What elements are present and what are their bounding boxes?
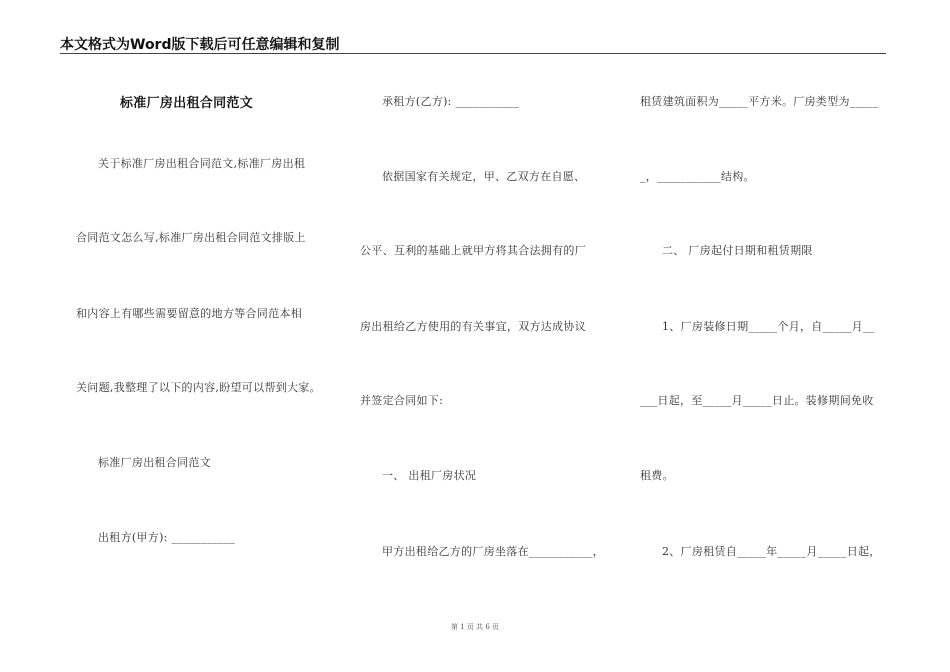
paragraph-line: 2、厂房租赁自_____年_____月_____日起，	[662, 545, 881, 558]
paragraph-line: 租赁建筑面积为_____平方米。厂房类型为_____	[640, 95, 879, 108]
paragraph-line: 合同范文怎么写,标准厂房出租合同范文排版上	[76, 231, 306, 244]
paragraph-line: 关问题,我整理了以下的内容,盼望可以帮到大家。	[76, 381, 321, 394]
paragraph-line: 标准厂房出租合同范文	[98, 456, 211, 469]
paragraph-line: 关于标准厂房出租合同范文,标准厂房出租	[98, 157, 306, 170]
paragraph-line: 依据国家有关规定，甲、乙双方在自愿、	[382, 170, 586, 183]
section-heading: 二、 厂房起付日期和租赁期限	[662, 244, 813, 257]
paragraph-line: 承租方(乙方): ___________	[382, 95, 520, 108]
header-divider	[60, 53, 886, 54]
paragraph-line: 公平、互利的基础上就甲方将其合法拥有的厂	[360, 244, 586, 257]
section-heading: 一、 出租厂房状况	[382, 469, 477, 482]
paragraph-line: 1、厂房装修日期_____个月，自_____月__	[662, 320, 875, 333]
paragraph-line: 房出租给乙方使用的有关事宜，双方达成协议	[360, 320, 586, 333]
paragraph-line: 出租方(甲方): ___________	[98, 531, 236, 544]
paragraph-line: _，___________结构。	[640, 170, 755, 183]
page-number: 第 1 页 共 6 页	[450, 623, 500, 631]
paragraph-line: 并签定合同如下:	[360, 394, 444, 407]
paragraph-line: 和内容上有哪些需要留意的地方等合同范本相	[76, 307, 302, 320]
paragraph-line: ___日起，至_____月_____日止。装修期间免收	[640, 394, 874, 407]
paragraph-line: 甲方出租给乙方的厂房坐落在___________，	[382, 545, 604, 558]
paragraph-line: 租费。	[640, 469, 674, 482]
document-header: 本文格式为Word版下载后可任意编辑和复制	[60, 37, 340, 53]
document-title: 标准厂房出租合同范文	[120, 96, 254, 111]
